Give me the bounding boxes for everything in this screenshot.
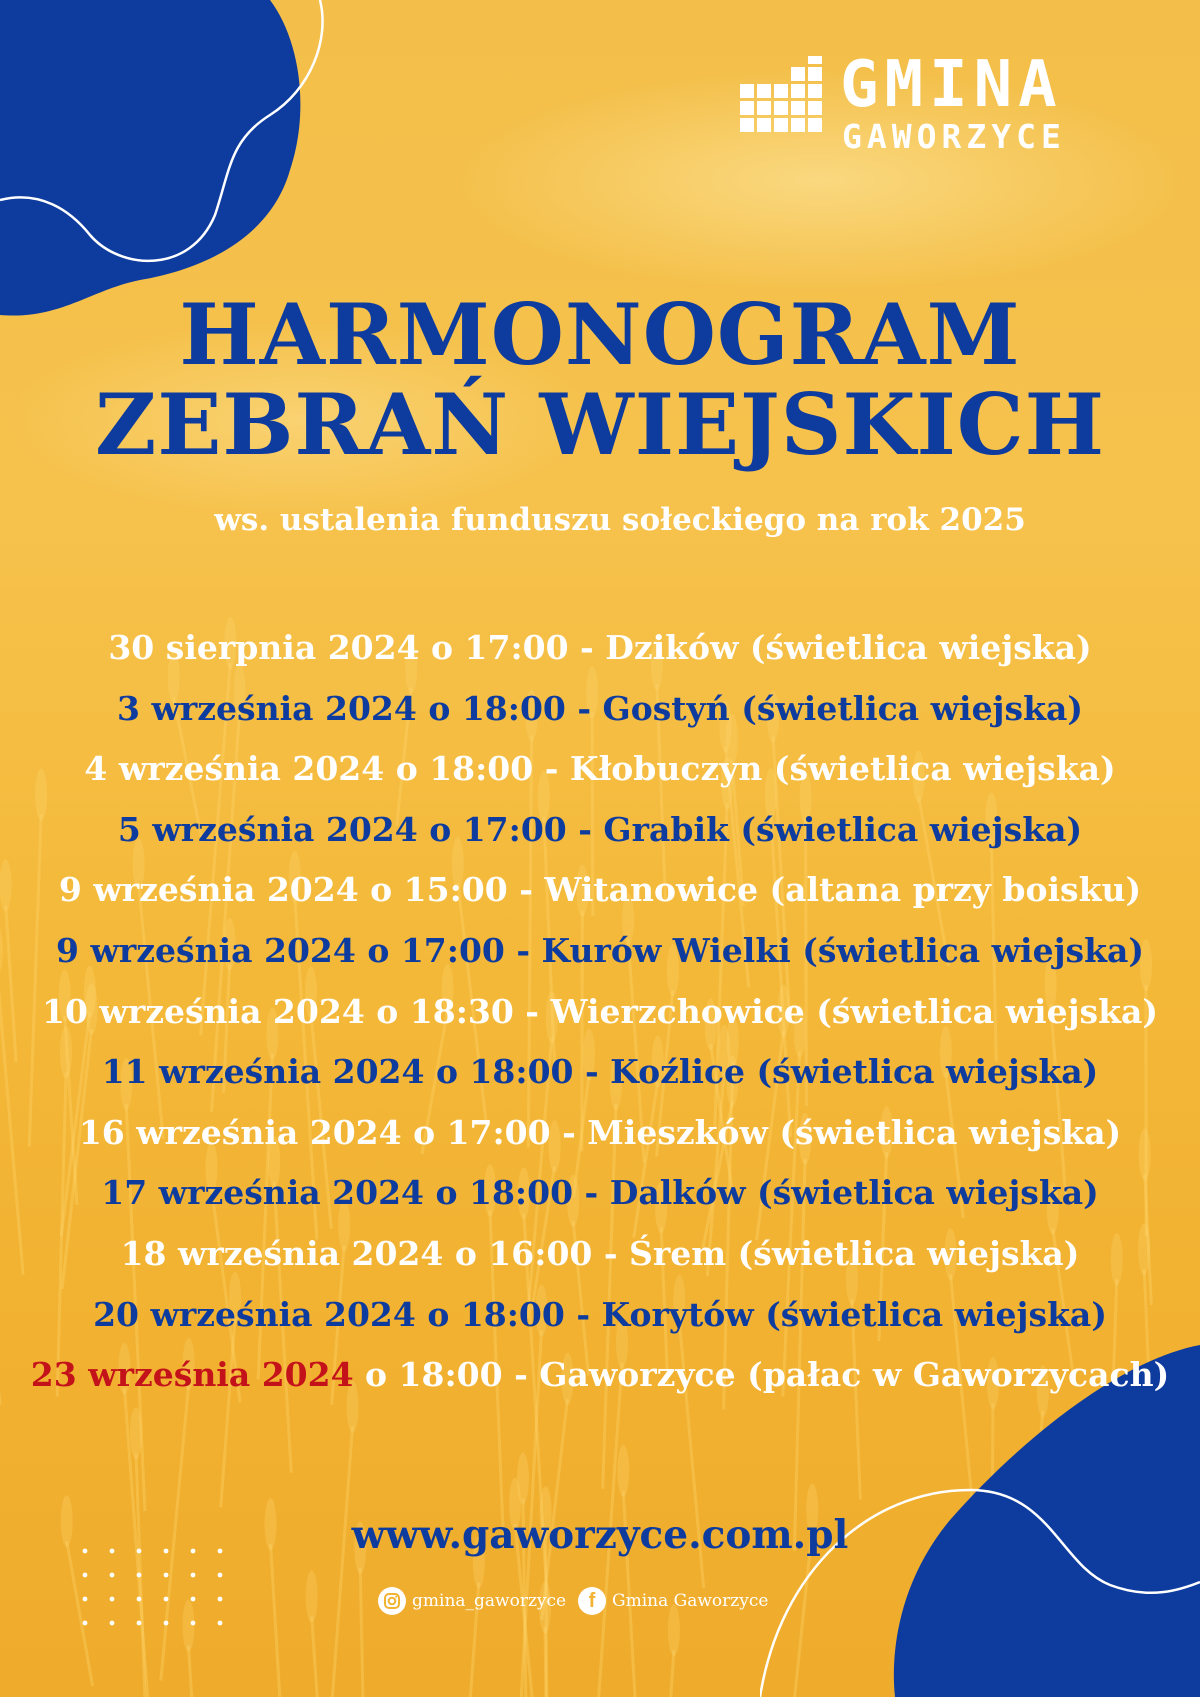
schedule-row: 9 września 2024 o 15:00 - Witanowice (altana przy boisku)	[58, 870, 1142, 910]
website-link[interactable]: www.gaworzyce.com.pl	[351, 1512, 849, 1558]
final-row-rest: o 18:00 - Gaworzyce (pałac w Gaworzycach)	[353, 1355, 1170, 1395]
meeting-schedule	[0, 618, 1200, 1406]
facebook-icon: f	[578, 1587, 606, 1615]
schedule-row: 9 września 2024 o 17:00 - Kurów Wielki (świetlica wiejska)	[56, 930, 1144, 970]
instagram-handle: gmina_gaworzyce	[412, 1591, 567, 1611]
page-title	[0, 285, 1200, 474]
logo-main-text: GMINA	[840, 48, 1063, 122]
schedule-row: 4 września 2024 o 18:00 - Kłobuczyn (świetlica wiejska)	[84, 749, 1116, 789]
title-line-2: ZEBRAŃ WIEJSKICH	[95, 375, 1105, 474]
logo-grid-icon	[740, 56, 836, 152]
instagram-link[interactable]	[378, 1585, 566, 1617]
title-line-1: HARMONOGRAM	[179, 285, 1021, 384]
final-date-highlight: 23 września 2024	[30, 1355, 354, 1395]
facebook-link[interactable]	[578, 1585, 768, 1617]
gmina-logo	[740, 48, 1140, 156]
subtitle: ws. ustalenia funduszu sołeckiego na rok 2025	[214, 502, 1026, 538]
schedule-row-final	[0, 1345, 1200, 1406]
schedule-row: 18 września 2024 o 16:00 - Śrem (świetlica wiejska)	[120, 1233, 1080, 1273]
schedule-row: 3 września 2024 o 18:00 - Gostyń (świetlica wiejska)	[117, 688, 1083, 728]
facebook-page-name: Gmina Gaworzyce	[612, 1591, 769, 1611]
schedule-row: 30 sierpnia 2024 o 17:00 - Dzików (świetlica wiejska)	[108, 628, 1092, 667]
schedule-row: 10 września 2024 o 18:30 - Wierzchowice (świetlica wiejska)	[42, 991, 1158, 1031]
schedule-row: 5 września 2024 o 17:00 - Grabik (świetlica wiejska)	[117, 809, 1083, 849]
logo-sub-text: GAWORZYCE	[842, 117, 1066, 156]
decorative-blob-top-left	[0, 0, 340, 320]
schedule-row: 16 września 2024 o 17:00 - Mieszków (świetlica wiejska)	[78, 1112, 1122, 1152]
schedule-row: 20 września 2024 o 18:00 - Korytów (świetlica wiejska)	[93, 1294, 1107, 1334]
instagram-icon	[378, 1587, 406, 1615]
schedule-row: 11 września 2024 o 18:00 - Koźlice (świetlica wiejska)	[101, 1052, 1099, 1092]
schedule-row: 17 września 2024 o 18:00 - Dalków (świetlica wiejska)	[101, 1173, 1099, 1213]
decorative-dot-grid	[80, 1546, 230, 1636]
